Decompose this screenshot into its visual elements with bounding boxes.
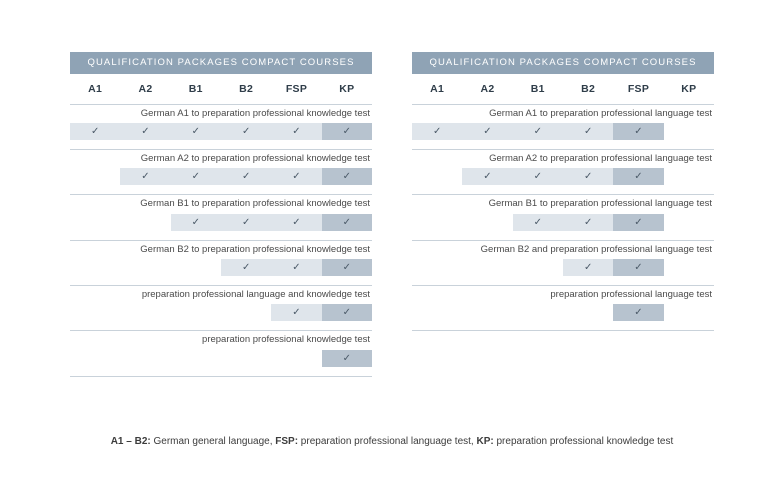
empty-cell — [70, 304, 120, 321]
empty-cell — [664, 123, 714, 140]
row-checks — [70, 214, 372, 231]
empty-cell — [221, 350, 271, 367]
row-description-text: German B1 to preparation professional language test — [412, 195, 714, 214]
check-icon: ✓ — [613, 123, 663, 140]
empty-cell — [221, 304, 271, 321]
column-header-row — [70, 74, 372, 105]
row-spacer-cell — [70, 231, 372, 241]
check-icon: ✓ — [221, 168, 271, 185]
check-icon: ✓ — [563, 214, 613, 231]
row-description — [412, 240, 714, 259]
row-description — [70, 240, 372, 259]
row-spacer — [70, 367, 372, 377]
row-description-text: German B2 and preparation professional language test — [412, 240, 714, 259]
table-bottom-rule-cell — [70, 376, 372, 377]
check-icon: ✓ — [271, 259, 321, 276]
table-grid — [412, 74, 714, 332]
legend-fsp-text: preparation professional language test, — [298, 436, 477, 447]
row-spacer — [70, 321, 372, 331]
check-icon: ✓ — [613, 168, 663, 185]
row-description — [70, 149, 372, 168]
empty-cell — [171, 259, 221, 276]
row-spacer-cell — [412, 185, 714, 195]
row-spacer-cell — [70, 367, 372, 377]
check-icon: ✓ — [513, 123, 563, 140]
column-header-fsp: FSP — [285, 82, 308, 95]
row-checks — [70, 259, 372, 276]
check-icon: ✓ — [271, 304, 321, 321]
row-checks — [70, 123, 372, 140]
check-icon: ✓ — [221, 259, 271, 276]
row-description — [412, 195, 714, 214]
column-header-b2: B2 — [239, 82, 254, 95]
check-icon: ✓ — [462, 168, 512, 185]
empty-cell — [171, 304, 221, 321]
check-icon: ✓ — [322, 304, 372, 321]
empty-cell — [412, 304, 462, 321]
row-description-text: preparation professional knowledge test — [70, 331, 372, 350]
row-description — [412, 285, 714, 304]
table-grid — [70, 74, 372, 377]
check-icon: ✓ — [563, 259, 613, 276]
table-bottom-rule — [70, 376, 372, 377]
row-spacer — [412, 231, 714, 241]
column-header-b1: B1 — [188, 82, 203, 95]
check-icon: ✓ — [322, 168, 372, 185]
empty-cell — [120, 214, 170, 231]
empty-cell — [70, 168, 120, 185]
row-description — [70, 104, 372, 123]
legend-a1b2-text: German general language, — [150, 436, 276, 447]
check-icon: ✓ — [462, 123, 512, 140]
row-spacer — [412, 276, 714, 286]
row-spacer — [70, 185, 372, 195]
row-spacer — [70, 231, 372, 241]
column-header-a2: A2 — [480, 82, 495, 95]
empty-cell — [120, 304, 170, 321]
row-checks — [412, 168, 714, 185]
row-spacer — [70, 276, 372, 286]
legend-kp-text: preparation professional knowledge test — [493, 436, 674, 447]
check-icon: ✓ — [120, 123, 170, 140]
row-spacer-cell — [70, 276, 372, 286]
empty-cell — [120, 259, 170, 276]
row-description-text: German B2 to preparation professional knowledge test — [70, 240, 372, 259]
check-icon: ✓ — [322, 350, 372, 367]
check-icon: ✓ — [171, 168, 221, 185]
row-checks — [70, 168, 372, 185]
check-icon: ✓ — [271, 214, 321, 231]
legend-a1b2-label: A1 – B2: — [110, 436, 151, 447]
row-spacer-cell — [412, 231, 714, 241]
legend-kp-label: KP: — [476, 436, 494, 447]
check-icon: ✓ — [563, 123, 613, 140]
check-icon: ✓ — [563, 168, 613, 185]
empty-cell — [664, 214, 714, 231]
row-spacer — [412, 321, 714, 331]
tables-container — [0, 52, 784, 377]
row-spacer — [412, 185, 714, 195]
column-header-b2: B2 — [581, 82, 596, 95]
row-description — [70, 285, 372, 304]
empty-cell — [462, 304, 512, 321]
column-header-kp: KP — [339, 82, 355, 95]
empty-cell — [563, 304, 613, 321]
row-description — [412, 104, 714, 123]
empty-cell — [462, 214, 512, 231]
empty-cell — [513, 259, 563, 276]
column-header-a1: A1 — [430, 82, 445, 95]
column-header-b1: B1 — [530, 82, 545, 95]
row-checks — [412, 259, 714, 276]
check-icon: ✓ — [613, 214, 663, 231]
row-description — [70, 331, 372, 350]
check-icon: ✓ — [271, 168, 321, 185]
legend-fsp-label: FSP: — [275, 436, 299, 447]
row-spacer-cell — [412, 321, 714, 331]
row-description-text: German A2 to preparation professional language test — [412, 149, 714, 168]
empty-cell — [70, 350, 120, 367]
row-spacer-cell — [70, 321, 372, 331]
legend — [0, 436, 784, 447]
empty-cell — [70, 259, 120, 276]
column-header-row — [412, 74, 714, 105]
empty-cell — [412, 259, 462, 276]
row-description-text: German A2 to preparation professional knowledge test — [70, 149, 372, 168]
column-header-fsp: FSP — [627, 82, 650, 95]
row-description-text: preparation professional language and knowledge test — [70, 285, 372, 304]
qualification-table-2 — [412, 52, 714, 377]
empty-cell — [120, 350, 170, 367]
row-description — [70, 195, 372, 214]
check-icon: ✓ — [322, 214, 372, 231]
empty-cell — [664, 168, 714, 185]
empty-cell — [412, 214, 462, 231]
check-icon: ✓ — [70, 123, 120, 140]
table-title: QUALIFICATION PACKAGES COMPACT COURSES — [70, 52, 372, 74]
check-icon: ✓ — [221, 123, 271, 140]
check-icon: ✓ — [221, 214, 271, 231]
check-icon: ✓ — [513, 168, 563, 185]
check-icon: ✓ — [120, 168, 170, 185]
row-spacer — [70, 140, 372, 150]
empty-cell — [271, 350, 321, 367]
column-header-kp: KP — [681, 82, 697, 95]
row-description-text: German B1 to preparation professional knowledge test — [70, 195, 372, 214]
row-checks — [412, 214, 714, 231]
row-spacer — [412, 140, 714, 150]
row-checks — [70, 304, 372, 321]
table-title: QUALIFICATION PACKAGES COMPACT COURSES — [412, 52, 714, 74]
row-checks — [70, 350, 372, 367]
empty-cell — [171, 350, 221, 367]
row-checks — [412, 123, 714, 140]
check-icon: ✓ — [513, 214, 563, 231]
check-icon: ✓ — [322, 123, 372, 140]
row-description-text: preparation professional language test — [412, 285, 714, 304]
column-header-a1: A1 — [88, 82, 103, 95]
check-icon: ✓ — [171, 214, 221, 231]
row-description-text: German A1 to preparation professional language test — [412, 104, 714, 123]
table-bottom-rule — [412, 331, 714, 332]
table-bottom-rule-cell — [412, 331, 714, 332]
empty-cell — [462, 259, 512, 276]
row-spacer-cell — [412, 276, 714, 286]
empty-cell — [70, 214, 120, 231]
check-icon: ✓ — [271, 123, 321, 140]
row-description — [412, 149, 714, 168]
check-icon: ✓ — [613, 259, 663, 276]
empty-cell — [513, 304, 563, 321]
qualification-table-1 — [70, 52, 372, 377]
check-icon: ✓ — [412, 123, 462, 140]
check-icon: ✓ — [322, 259, 372, 276]
row-spacer-cell — [70, 140, 372, 150]
empty-cell — [664, 304, 714, 321]
row-description-text: German A1 to preparation professional knowledge test — [70, 104, 372, 123]
column-header-a2: A2 — [138, 82, 153, 95]
check-icon: ✓ — [171, 123, 221, 140]
row-spacer-cell — [70, 185, 372, 195]
empty-cell — [412, 168, 462, 185]
empty-cell — [664, 259, 714, 276]
row-spacer-cell — [412, 140, 714, 150]
check-icon: ✓ — [613, 304, 663, 321]
row-checks — [412, 304, 714, 321]
